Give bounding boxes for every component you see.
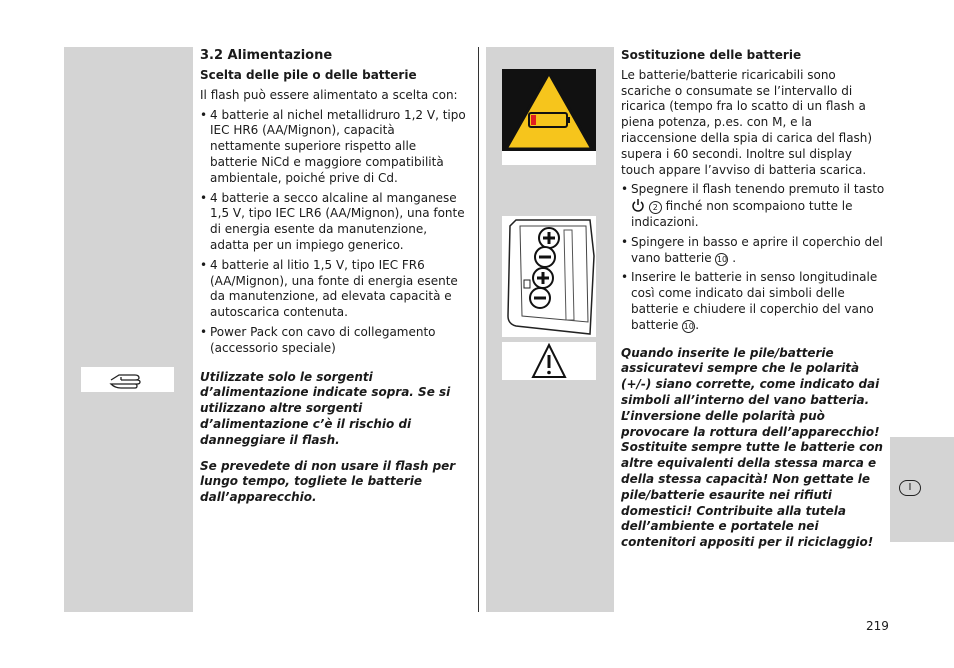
power-source-note: Utilizzate solo le sorgenti d’alimentazione indicate sopra. Se si utilizzano altre sorgenti d’alimentazione c’è il rischio di danneggiare il flash. [200,369,451,447]
storage-note: Se prevedete di non usare il flash per lungo tempo, togliete le batterie dall’apparecchio. [200,458,456,505]
replacement-intro: Le batterie/batterie ricaricabili sono scariche o consumate se l’intervallo di ricarica (tempo fra lo scatto di un flash a piena potenza, p.es. con M, e la riaccensione della spia di carica del flash) supera i 60 secondi. Inoltre sul display touch appare l’avviso di batteria scarica. [621,67,873,177]
power-icon [631,198,645,212]
column-divider [478,47,479,612]
language-badge: I [899,480,921,496]
intro-text: Il flash può essere alimentato a scelta con: [200,87,458,102]
list-item: • 4 batterie al litio 1,5 V, tipo IEC FR6 (AA/Mignon), una fonte di energia esente da manutenzione, ad elevata capacità e autoscarica contenuta. [200,258,466,321]
battery-types-list [200,108,466,357]
section-title: 3.2 Alimentazione [200,48,333,63]
replacement-steps [621,182,889,333]
callout-number: 2 [649,201,662,214]
right-column [621,48,889,555]
pointing-hand-icon [109,371,147,389]
polarity-warning: Quando inserite le pile/batterie assicuratevi sempre che le polarità (+/-) siano corrette, come indicato dai simboli all’interno del vano batteria. L’inversione delle polarità può provocare la rottura dell’apparecchio! Sostituite sempre tutte le batterie con altre equivalenti della stessa marca e della stessa capacità! Non gettate le pile/batterie esaurite nei rifiuti domestici! Contribuite alla tutela dell’ambiente e portatele nei contenitori appositi per il riciclaggio! [621,345,883,550]
low-battery-warning-icon [502,69,596,165]
warning-marker [502,342,596,380]
battery-compartment-image [502,216,596,337]
page-number: 219 [866,619,889,633]
replacement-title: Sostituzione delle batterie [621,48,802,62]
list-item: • 4 batterie al nichel metallidruro 1,2 V, tipo IEC HR6 (AA/Mignon), capacità nettamente superiore rispetto alle batterie NiCd e maggiore compatibilità ambientale, poiché prive di Cd. [200,108,466,187]
list-item: • 4 batterie a secco alcaline al manganese 1,5 V, tipo IEC LR6 (AA/Mignon), una fonte di energia esente da manutenzione, adatta per un impiego generico. [200,191,466,254]
left-gray-band [64,47,193,612]
list-item: • Spegnere il flash tenendo premuto il tasto 2 finché non scompaiono tutte le indicazioni. [621,182,889,230]
list-item: • Inserire le batterie in senso longitudinale così come indicato dai simboli delle batterie e chiudere il coperchio del vano batterie 10. [621,270,889,333]
subsection-title: Scelta delle pile o delle batterie [200,68,417,82]
exclamation-warning-icon [502,342,596,380]
list-item: • Spingere in basso e aprire il coperchio del vano batterie 10 . [621,235,889,267]
left-column [200,48,466,510]
list-item: • Power Pack con cavo di collegamento (accessorio speciale) [200,325,466,357]
low-battery-warning-image [502,69,596,165]
callout-number: 10 [683,321,694,331]
callout-number: 10 [716,254,728,264]
note-marker [81,367,174,392]
